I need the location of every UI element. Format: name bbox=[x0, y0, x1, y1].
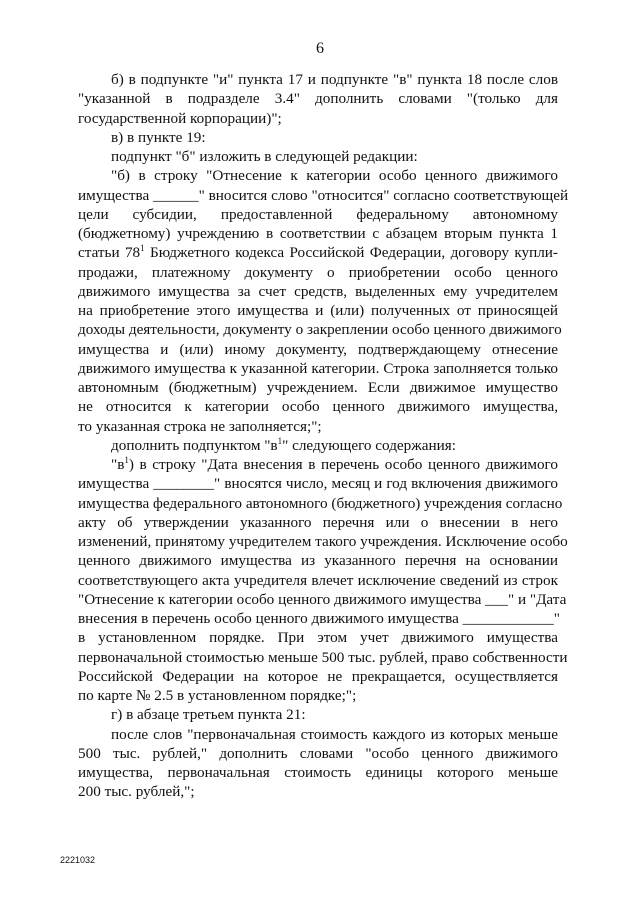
text-line: "указанной в подразделе 3.4" дополнить словами "(только для bbox=[78, 90, 558, 108]
document-code: 2221032 bbox=[60, 855, 96, 865]
text-line: (бюджетному) учреждению в соответствии с абзацем вторым пункта 1 bbox=[78, 225, 558, 242]
text-line: государственной корпорации)"; bbox=[78, 109, 282, 127]
text-line: ценного движимого имущества из указанного перечня на основании bbox=[78, 552, 558, 570]
text-line: соответствующего акта учредителя влечет исключение сведений из строк bbox=[78, 571, 558, 589]
text-line: акту об утверждении указанного перечня или о внесении в него bbox=[78, 513, 558, 531]
text-line: в установленном порядке. При этом учет движимого имущества bbox=[78, 629, 558, 647]
text-line: то указанная строка не заполняется;"; bbox=[78, 417, 322, 435]
text-line: "Отнесение к категории особо ценного движимого имущества ___" и "Дата bbox=[78, 590, 567, 608]
text-line: 500 тыс. рублей," дополнить словами "особо ценного движимого bbox=[78, 744, 558, 762]
text-line: по карте № 2.5 в установленном порядке;"; bbox=[78, 687, 357, 704]
text-line: продажи, платежному документу о приобретении особо ценного bbox=[78, 263, 558, 281]
text-line: после слов "первоначальная стоимость каждого из которых меньше bbox=[111, 725, 558, 743]
text-line: статьи $78^1$ Бюджетного кодекса Российской Федерации, договору купли- bbox=[78, 243, 558, 262]
text-line: имущества и (или) иному документу, подтверждающему отнесение bbox=[78, 340, 558, 358]
text-line: г) в абзаце третьем пункта 21: bbox=[111, 706, 306, 724]
text-line: "б) в строку "Отнесение к категории особо ценного движимого bbox=[111, 167, 558, 185]
text-line: доходы деятельности, документу о закреплении особо ценного движимого bbox=[78, 321, 562, 339]
document-body bbox=[78, 70, 569, 802]
text-line: движимого имущества за счет средств, выделенных ему учредителем bbox=[78, 282, 558, 300]
text-line: не относится к категории особо ценного движимого имущества, bbox=[78, 398, 558, 416]
text-line: изменений, принятому учредителем такого учреждения. Исключение особо bbox=[78, 533, 568, 550]
text-line: подпункт "б" изложить в следующей редакции: bbox=[111, 148, 418, 165]
text-line: имущества ______" вносится слово "относится" согласно соответствующей bbox=[78, 186, 569, 204]
text-line: "$в^1$) в строку "Дата внесения в перечень особо ценного движимого bbox=[111, 454, 558, 473]
text-line: внесения в перечень особо ценного движимого имущества ____________" bbox=[78, 610, 560, 627]
text-line: движимого имущества к указанной категории. Строка заполняется только bbox=[78, 359, 558, 377]
text-line: в) в пункте 19: bbox=[111, 128, 206, 146]
text-line: на приобретение этого имущества и (или) полученных от приносящей bbox=[78, 302, 558, 319]
text-line: имущества, первоначальная стоимость единицы которого меньше bbox=[78, 764, 558, 781]
text-line: 200 тыс. рублей,"; bbox=[78, 783, 195, 801]
text-line: имущества федерального автономного (бюджетного) учреждения согласно bbox=[78, 494, 563, 512]
text-line: дополнить подпунктом "$в^1$" следующего содержания: bbox=[111, 435, 456, 454]
text-line: первоначальной стоимостью меньше 500 тыс. рублей, право собственности bbox=[78, 648, 568, 666]
text-line: цели субсидии, предоставленной федеральному автономному bbox=[78, 205, 558, 223]
text-line: б) в подпункте "и" пункта 17 и подпункте "в" пункта 18 после слов bbox=[111, 71, 558, 88]
text-line: Российской Федерации на которое не прекращается, осуществляется bbox=[78, 667, 558, 685]
text-line: имущества ________" вносятся число, месяц и год включения движимого bbox=[78, 475, 558, 493]
text-line: автономным (бюджетным) учреждением. Если движимое имущество bbox=[78, 379, 558, 396]
page-number: 6 bbox=[316, 40, 324, 57]
